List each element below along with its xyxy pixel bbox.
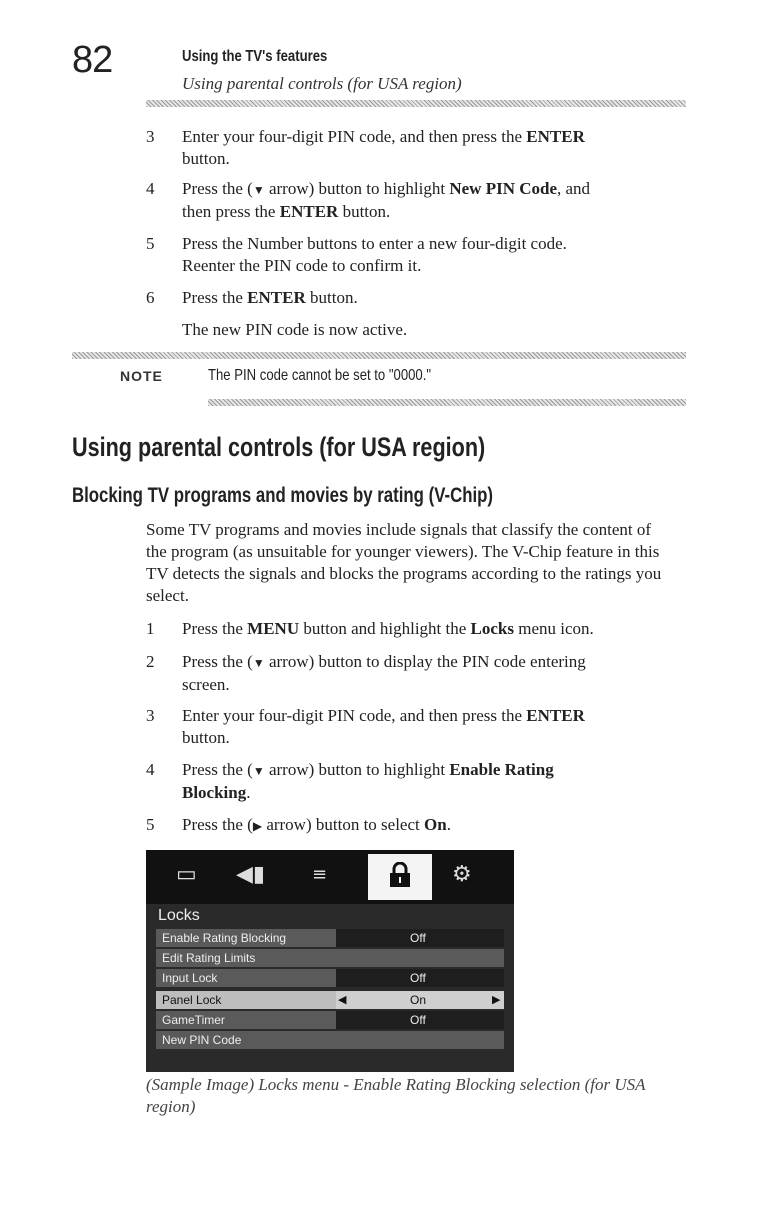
preferences-icon: ≡: [312, 864, 328, 885]
menu-row-enable-rating-blocking: [156, 929, 504, 947]
lock-icon: [388, 862, 412, 888]
row-label: New PIN Code: [162, 1033, 242, 1047]
note-text: The PIN code cannot be set to "0000.": [208, 367, 432, 384]
step-number: 3: [146, 706, 155, 725]
menu-icon-bar: [146, 850, 514, 904]
row-label: Enable Rating Blocking: [162, 931, 287, 945]
step-text: Enter your four-digit PIN code, and then press the ENTER button.: [182, 706, 585, 747]
step-text: Press the (▶ arrow) button to select On.: [182, 815, 451, 834]
subsection-title: Using parental controls (for USA region): [182, 74, 462, 93]
row-value: Off: [410, 931, 426, 945]
row-label: Panel Lock: [162, 993, 222, 1007]
page-number: 82: [72, 39, 113, 81]
header-divider: [146, 100, 686, 107]
sub-heading: Blocking TV programs and movies by rating (V-Chip): [72, 484, 493, 507]
row-label: Edit Rating Limits: [162, 951, 256, 965]
top-steps-list: 3 Enter your four-digit PIN code, and then press the ENTER button. 4 Press the (▼ arrow) button to highlight New PIN Code, and then press the ENTER button. 5 Press the Number buttons to enter a new four-digit code. Reenter the PIN code to confirm it. 6 Press the ENTER button. The new PIN code is now active.: [146, 126, 706, 336]
step-number: 3: [146, 127, 155, 146]
tv-menu-screenshot: [146, 850, 514, 1072]
row-label: Input Lock: [162, 971, 218, 985]
step-number: 1: [146, 619, 155, 638]
row-value: On: [410, 993, 427, 1007]
intro-paragraph: Some TV programs and movies include signals that classify the content of the program (as unsuitable for younger viewers). The V-Chip feature in this TV detects the signals and blocks the programs according to the ratings you select.: [146, 520, 662, 605]
menu-row-new-pin-code: [156, 1031, 504, 1049]
menu-row-panel-lock: [156, 991, 504, 1009]
step-text: Press the (▼ arrow) button to display the PIN code entering screen.: [182, 652, 586, 694]
right-arrow-icon: ▶: [492, 994, 501, 1006]
note-divider-top: [72, 352, 686, 359]
row-value: Off: [410, 1013, 426, 1027]
step-number: 5: [146, 815, 155, 834]
note-label: NOTE: [120, 368, 163, 384]
row-value: Off: [410, 971, 426, 985]
settings-gear-icon: ⚙: [452, 862, 472, 887]
step-number: 4: [146, 179, 155, 198]
image-caption: (Sample Image) Locks menu - Enable Rating Blocking selection (for USA region): [146, 1075, 646, 1116]
note-divider-bottom: [208, 399, 686, 406]
step-text: Press the Number buttons to enter a new four-digit code. Reenter the PIN code to confirm it.: [182, 234, 567, 275]
left-arrow-icon: ◀: [338, 994, 347, 1006]
row-label: GameTimer: [162, 1013, 225, 1027]
menu-row-gametimer: [156, 1011, 504, 1029]
step-text: Press the (▼ arrow) button to highlight New PIN Code, and then press the ENTER button.: [182, 179, 591, 221]
menu-row-input-lock: [156, 969, 504, 987]
sound-icon: ◀▮: [236, 862, 266, 887]
step-number: 6: [146, 288, 155, 307]
menu-title: Locks: [158, 907, 200, 924]
main-heading: Using parental controls (for USA region): [72, 432, 486, 462]
step-number: 2: [146, 652, 155, 671]
step-text: Press the ENTER button.: [182, 288, 358, 307]
step-text: Press the (▼ arrow) button to highlight Enable Rating Blocking.: [182, 760, 554, 802]
section-title: Using the TV's features: [182, 48, 328, 65]
step-text: Press the MENU button and highlight the Locks menu icon.: [182, 619, 594, 638]
picture-icon: ▭: [176, 862, 197, 887]
step-number: 5: [146, 234, 155, 253]
step-number: 4: [146, 760, 155, 779]
step-text: Enter your four-digit PIN code, and then press the ENTER button.: [182, 127, 585, 168]
bottom-steps-list: [146, 618, 706, 838]
menu-row-edit-rating-limits: [156, 949, 504, 967]
